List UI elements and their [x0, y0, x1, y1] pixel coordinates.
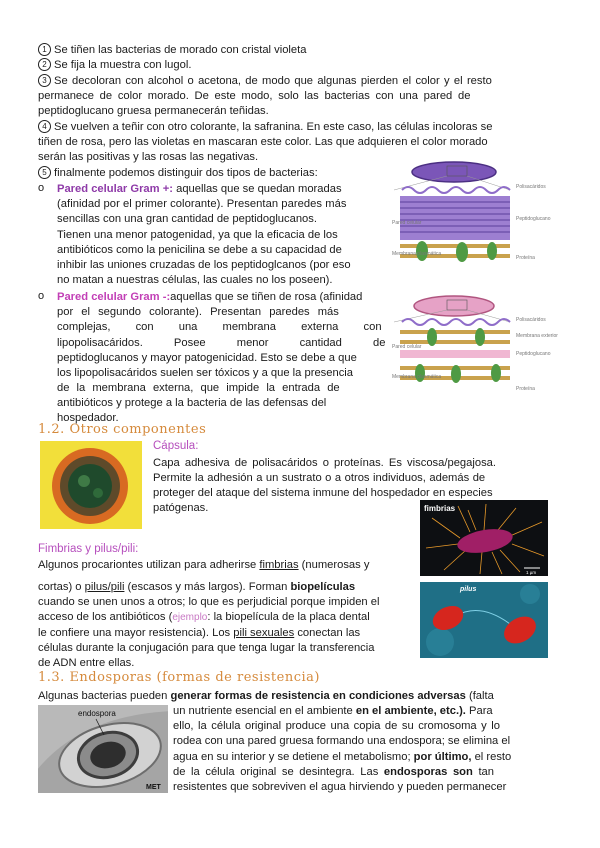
fig-label: Peptidoglucano [516, 351, 551, 357]
text-run: conectan las [294, 627, 361, 639]
fimbrias-line-2 [38, 580, 355, 595]
step-5 [38, 166, 318, 181]
gram-negative-line-3: complejas, con una membrana externa con [57, 321, 382, 333]
gram-negative-wall-figure [392, 292, 562, 414]
step-number: 2 [38, 58, 51, 71]
gram-negative-text: aquellas que se tiñen de rosa (afinidad [170, 291, 363, 303]
step-3-line-2: permanece de color morado. De este modo, solo las bacterias con una pared de [38, 90, 471, 102]
step-4-line-3: serán las positivas y las rosas las negativas. [38, 151, 259, 163]
step-2 [38, 58, 191, 73]
fig-label: Pared celular [392, 344, 422, 350]
fimbrias-image-label: fimbrias [424, 504, 456, 513]
met-tag: MET [146, 784, 161, 791]
term-formas-resistencia: generar formas de resistencia en condiciones adversas [170, 690, 466, 702]
step-text: Se decoloran con alcohol o acetona, de modo que algunas pierden el color y el resto [54, 75, 492, 87]
step-number: 4 [38, 120, 51, 133]
fig-label: Polisacáridos [516, 184, 546, 190]
step-number: 1 [38, 43, 51, 56]
fimbrias-line-1 [38, 558, 369, 573]
capsule-image [40, 441, 142, 529]
gram-positive-line-4: Tienen una menor patogenidad, ya que la eficacia de los [57, 229, 338, 241]
scale-label: 1 µm [526, 570, 537, 575]
capsule-line-2: Permite la adhesión a un sustrato o a otros individuos, además de [153, 472, 486, 484]
step-4 [38, 120, 492, 135]
step-text: Se fija la muestra con lugol. [54, 59, 192, 71]
fimbrias-line-4 [38, 610, 370, 625]
bullet-gram-negative: o [38, 290, 45, 302]
gram-positive-term: Pared celular Gram +: [57, 183, 173, 195]
gram-positive-line-3: sencillas con una gran cantidad de peptidoglucanos. [57, 213, 317, 225]
step-4-line-2: tiñen de rosa, pero las violetas en mascaran este color. Las que adquieren el color morado [38, 136, 488, 148]
text-run: (numerosas y [298, 559, 370, 571]
polysaccharide-strands [402, 187, 510, 193]
gram-negative-line-6: los lipopolisacáridos suelen ser tóxicos y a que la presencia [57, 367, 354, 379]
step-number: 3 [38, 74, 51, 87]
gram-positive-wall-figure [392, 158, 562, 280]
fig-label: Membrana exterior [516, 333, 558, 339]
step-text: Se tiñen las bacterias de morado con cristal violeta [54, 44, 307, 56]
capsule-line-3: proteger del ataque del sistema inmune del hospedador en especies [153, 487, 493, 499]
section-heading-1-3: 1.3. Endosporas (formas de resistencia) [38, 670, 320, 685]
capsule-line-4: patógenas. [153, 502, 209, 514]
lipopolysaccharide-strands [402, 319, 510, 325]
bold-run: por último, [413, 751, 472, 763]
step-text: Se vuelven a teñir con otro colorante, la safranina. En este caso, las células incoloras se [54, 121, 493, 133]
text-run: un nutriente esencial en el ambiente [173, 705, 356, 717]
gram-negative-term: Pared celular Gram -: [57, 291, 171, 303]
text-run: Algunos procariontes utilizan para adherirse [38, 559, 260, 571]
step-1 [38, 43, 306, 58]
fig-label: Membrana plasmática [392, 251, 442, 257]
gram-negative-line-2: por el segundo colorante). Presentan paredes más [57, 306, 339, 318]
fig-label: Polisacáridos [516, 317, 546, 323]
text-run: agua en su interior y se detiene el metabolismo; [173, 751, 414, 763]
text-run: : la biopelícula de la placa dental [207, 611, 370, 623]
capsule-line-1: Capa adhesiva de polisacáridos o proteínas. Es viscosa/pegajosa. [153, 457, 496, 469]
gram-negative-line-4: lipopolisacáridos. Posee menor cantidad de [57, 337, 386, 349]
step-3-line-3: peptidoglucano gruesa permanecerán teñidas. [38, 105, 269, 117]
endosporas-line-2 [173, 704, 493, 719]
endosporas-line-4: rodea con una pared gruesa formando una endospora; se elimina el [173, 735, 511, 747]
text-run: (falta [465, 690, 494, 702]
fig-label: Pared celular [392, 220, 422, 226]
fig-label: Proteína [516, 386, 535, 392]
term-pili-sexuales: pili sexuales [233, 627, 295, 639]
text-run: le confiere una mayor resistencia). Los [38, 627, 234, 639]
endospora-image [38, 705, 168, 793]
fimbrias-label: Fimbrias y pilus/pili: [38, 543, 139, 555]
outer-membrane [400, 330, 510, 344]
gram-negative-line-5: peptidoglucanos y mayor patogenicidad. Esto se debe a que [57, 352, 357, 364]
gram-positive-line-1 [57, 182, 342, 197]
endospora-image-label: endospora [78, 709, 116, 718]
step-number: 5 [38, 166, 51, 179]
pilus-image-label: pilus [460, 586, 477, 593]
fimbrias-line-3: cuando se unen unos a otros; lo que es perjudicial porque impiden el [38, 596, 380, 608]
section-heading-1-2: 1.2. Otros componentes [38, 422, 207, 437]
gram-positive-line-2: (afinidad por el primer colorante). Presentan paredes más [57, 198, 347, 210]
endosporas-line-1 [38, 689, 494, 704]
text-run: Para [465, 705, 493, 717]
term-pili: pilus/pili [84, 581, 125, 593]
text-run: Algunas bacterias pueden [38, 690, 171, 702]
text-run: de la célula original se desintegra. Las [173, 766, 384, 778]
gram-positive-line-7: no matan a nuestras células, las cuales no los poseen). [57, 274, 333, 286]
gram-negative-line-1 [57, 290, 362, 305]
endosporas-line-5 [173, 750, 511, 765]
endosporas-line-6 [173, 765, 494, 780]
text-run: (escasos y más largos). Forman [124, 581, 291, 593]
cell-interior [68, 464, 112, 508]
fimbrias-line-6: células durante la conjugación para que tenga lugar la transferencia [38, 642, 375, 654]
capsule-label: Cápsula: [153, 440, 199, 452]
endosporas-line-7: resistentes que sobreviven el agua hirviendo y pueden permanecer [173, 781, 507, 793]
step-text: finalmente podemos distinguir dos tipos de bacterias: [54, 167, 318, 179]
bold-run: en el ambiente, etc.). [355, 705, 466, 717]
term-endosporas: endosporas son [383, 766, 473, 778]
gram-positive-text: aquellas que se quedan moradas [172, 183, 342, 195]
text-run: cortas) o [38, 581, 85, 593]
gram-positive-line-5: antibióticos como la penicilina se debe a su capacidad de [57, 244, 342, 256]
text-run: el resto [471, 751, 512, 763]
fimbrias-line-5 [38, 626, 360, 641]
example-tag: ejemplo [172, 612, 208, 623]
term-fimbrias: fimbrias [259, 559, 299, 571]
endosporas-line-3: ello, la célula original produce una copia de su cromosoma y lo [173, 720, 500, 732]
gram-negative-line-8: antibióticos y protege a la bacteria de las defensas del [57, 397, 327, 409]
thin-peptidoglycan [400, 350, 510, 358]
fig-label: Peptidoglucano [516, 216, 551, 222]
fig-label: Membrana plasmática [392, 374, 442, 380]
gram-positive-line-6: inhibir las uniones cruzadas de los peptidoglcanos (por eso [57, 259, 351, 271]
fimbrias-image [420, 500, 548, 576]
gram-negative-line-7: de la membrana externa, que impide la entrada de [57, 382, 340, 394]
step-3 [38, 74, 548, 89]
gram-negative-line-9: hospedador. [57, 412, 119, 424]
term-biopeliculas: biopelículas [290, 581, 356, 593]
text-run: acceso de los antibióticos ( [38, 611, 173, 623]
pilus-image [420, 582, 548, 658]
bacterium-cell [414, 296, 494, 316]
peptidoglycan-layers [400, 196, 510, 240]
text-run: tan [472, 766, 495, 778]
bacterium-cell [412, 162, 496, 182]
bullet-gram-positive: o [38, 182, 45, 194]
fimbrias-line-7: de ADN entre ellas. [38, 657, 135, 669]
fig-label: Proteína [516, 255, 535, 261]
